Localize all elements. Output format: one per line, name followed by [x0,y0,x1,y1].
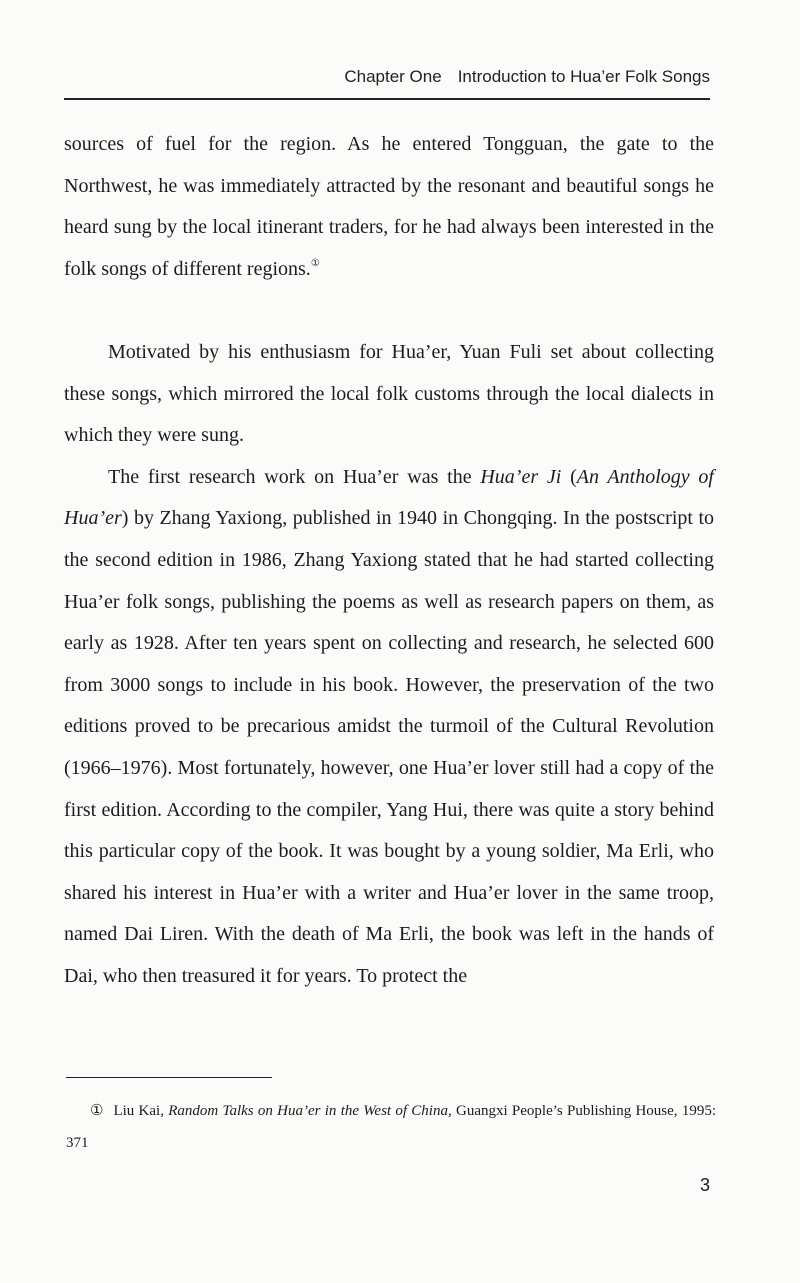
paragraph-3-lead: The first research work on Hua’er was the [108,465,481,488]
chapter-title: Introduction to Hua’er Folk Songs [457,67,710,86]
header-rule [64,98,710,100]
paragraph-3 [64,457,714,998]
paragraph-spacer [64,290,714,332]
book-title-english: An Anthology of Hua’er [64,465,714,530]
running-header [64,67,710,93]
footnote-marker: ① [90,1103,104,1119]
footnote-publisher: , Guangxi People’s Publishing House, 1995: 371 [66,1103,716,1151]
chapter-label: Chapter One [344,67,442,86]
footnote-title: Random Talks on Hua’er in the West of China [168,1103,448,1119]
book-title: Hua’er Ji [480,465,562,488]
footnote [66,1095,716,1159]
paragraph-1-text: sources of fuel for the region. As he entered Tongguan, the gate to the Northwest, he was immediately attracted by the resonant and beautiful songs he heard sung by the local itinerant traders, for he had always been interested in the folk songs of different regions. [64,133,714,280]
paren-open: ( [561,465,577,488]
footnote-author: Liu Kai, [113,1103,169,1119]
paragraph-3-rest: ) by Zhang Yaxiong, published in 1940 in Chongqing. In the postscript to the second edition in 1986, Zhang Yaxiong stated that he had started collecting Hua’er folk songs, publishing the poems as well as research papers on them, as early as 1928. After ten years spent on collecting and research, he selected 600 from 3000 songs to include in his book. However, the preservation of the two editions proved to be precarious amidst the turmoil of the Cultural Revolution (1966–1976). Most fortunately, however, one Hua’er lover still had a copy of the first edition. According to the compiler, Yang Hui, there was quite a story behind this particular copy of the book. It was bought by a young soldier, Ma Erli, who shared his interest in Hua’er with a writer and Hua’er lover in the same troop, named Dai Liren. With the death of Ma Erli, the book was left in the hands of Dai, who then treasured it for years. To protect the [64,507,714,987]
footnote-rule [66,1077,272,1078]
paragraph-2: Motivated by his enthusiasm for Hua’er, Yuan Fuli set about collecting these songs, which mirrored the local folk customs through the local dialects in which they were sung. [64,340,714,447]
paragraph-1 [64,124,714,290]
body-text [64,124,714,997]
footnote-reference: ① [310,257,320,269]
page-number: 3 [699,1175,710,1195]
